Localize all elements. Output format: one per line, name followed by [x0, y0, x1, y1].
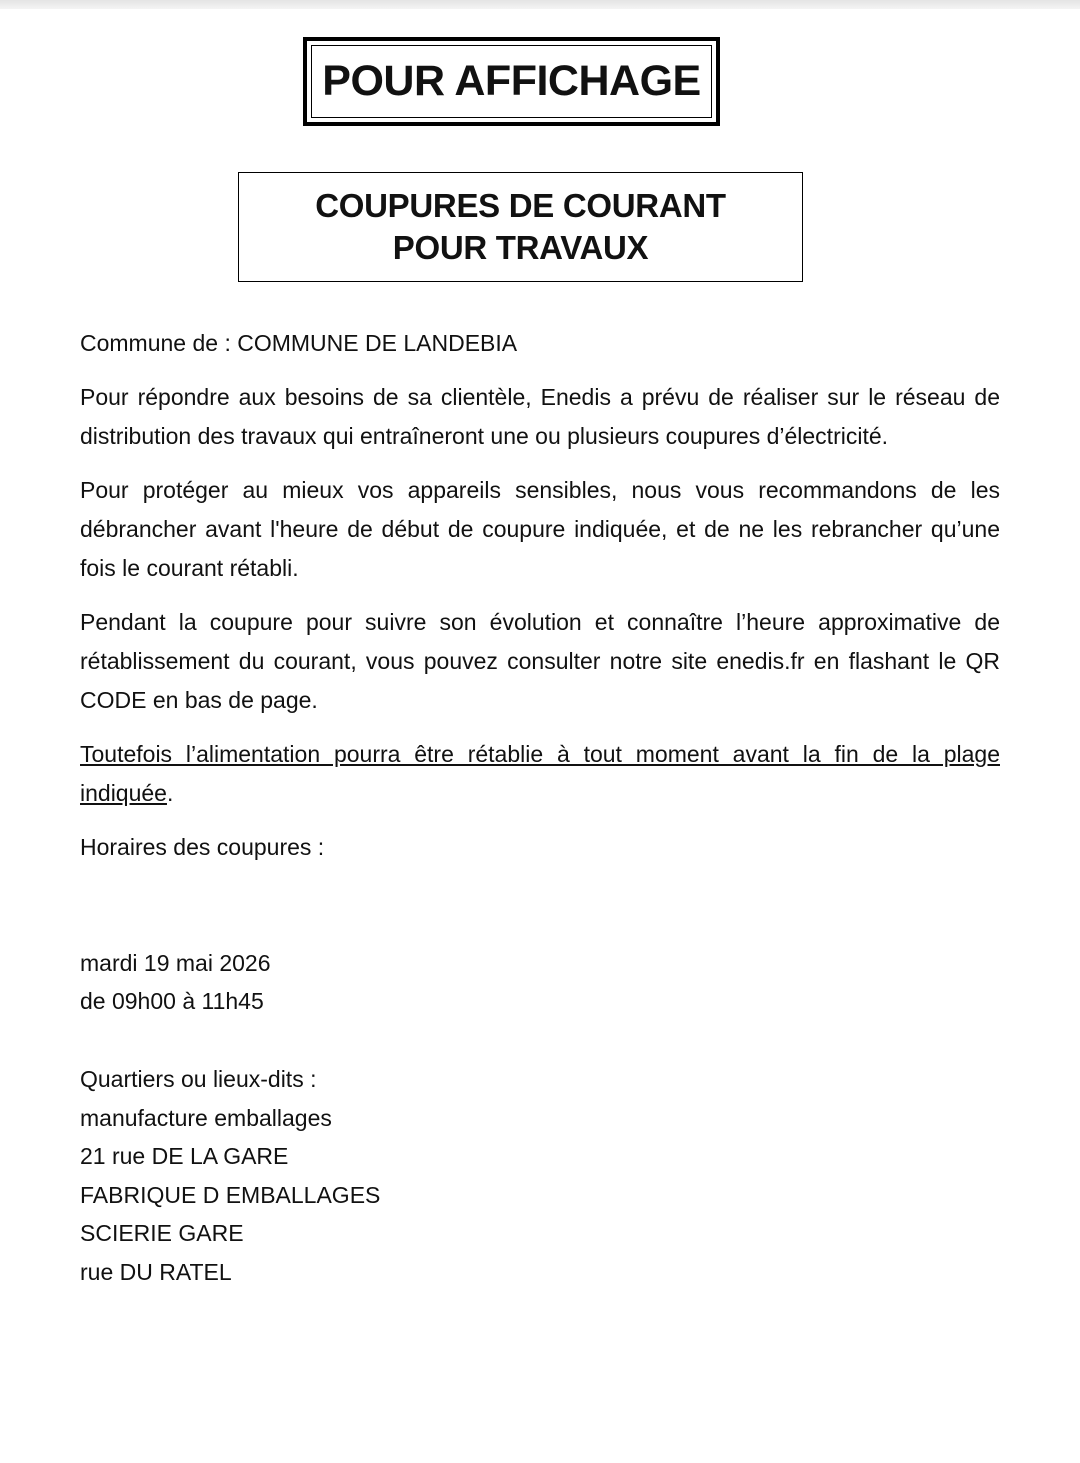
place-item: SCIERIE GARE: [80, 1220, 244, 1246]
display-banner: [303, 37, 720, 126]
schedule-date: mardi 19 mai 2026: [80, 950, 271, 976]
places-heading: Quartiers ou lieux-dits :: [80, 1066, 317, 1092]
schedule-time: de 09h00 à 11h45: [80, 988, 264, 1014]
display-banner-inner: [311, 45, 712, 118]
paragraph-notice: [80, 735, 1000, 813]
notice-title-line-2: POUR TRAVAUX: [392, 229, 649, 266]
schedule-heading: Horaires des coupures :: [80, 834, 325, 860]
schedule-block: [80, 944, 271, 1020]
page-top-edge: [0, 0, 1080, 9]
paragraph-tracking: Pendant la coupure pour suivre son évolution et connaître l’heure approximative de rétablissement du courant, vous pouvez consulter notre site enedis.fr en flashant le QR CODE en bas de page.: [80, 609, 1000, 713]
commune-line: Commune de : COMMUNE DE LANDEBIA: [80, 330, 518, 356]
paragraph-recommendation: Pour protéger au mieux vos appareils sensibles, nous vous recommandons de les débrancher avant l'heure de début de coupure indiquée, et de ne les rebrancher qu’une fois le courant rétabli.: [80, 477, 1000, 581]
place-item: 21 rue DE LA GARE: [80, 1143, 289, 1169]
notice-period: .: [166, 780, 174, 806]
places-block: [80, 1060, 380, 1291]
place-item: FABRIQUE D EMBALLAGES: [80, 1181, 381, 1208]
place-item: rue DU RATEL: [80, 1258, 232, 1285]
notice-underlined-text: Toutefois l’alimentation pourra être rétablie à tout moment avant la fin de la plage indiquée: [80, 741, 1000, 806]
paragraph-intro: Pour répondre aux besoins de sa clientèle, Enedis a prévu de réaliser sur le réseau de distribution des travaux qui entraîneront une ou plusieurs coupures d’électricité.: [80, 384, 1000, 449]
place-item: manufacture emballages: [80, 1104, 332, 1131]
display-banner-label: POUR AFFICHAGE: [322, 57, 701, 105]
notice-body: [80, 324, 1000, 867]
notice-title-box: [238, 172, 803, 282]
notice-title-line-1: COUPURES DE COURANT: [315, 187, 726, 224]
